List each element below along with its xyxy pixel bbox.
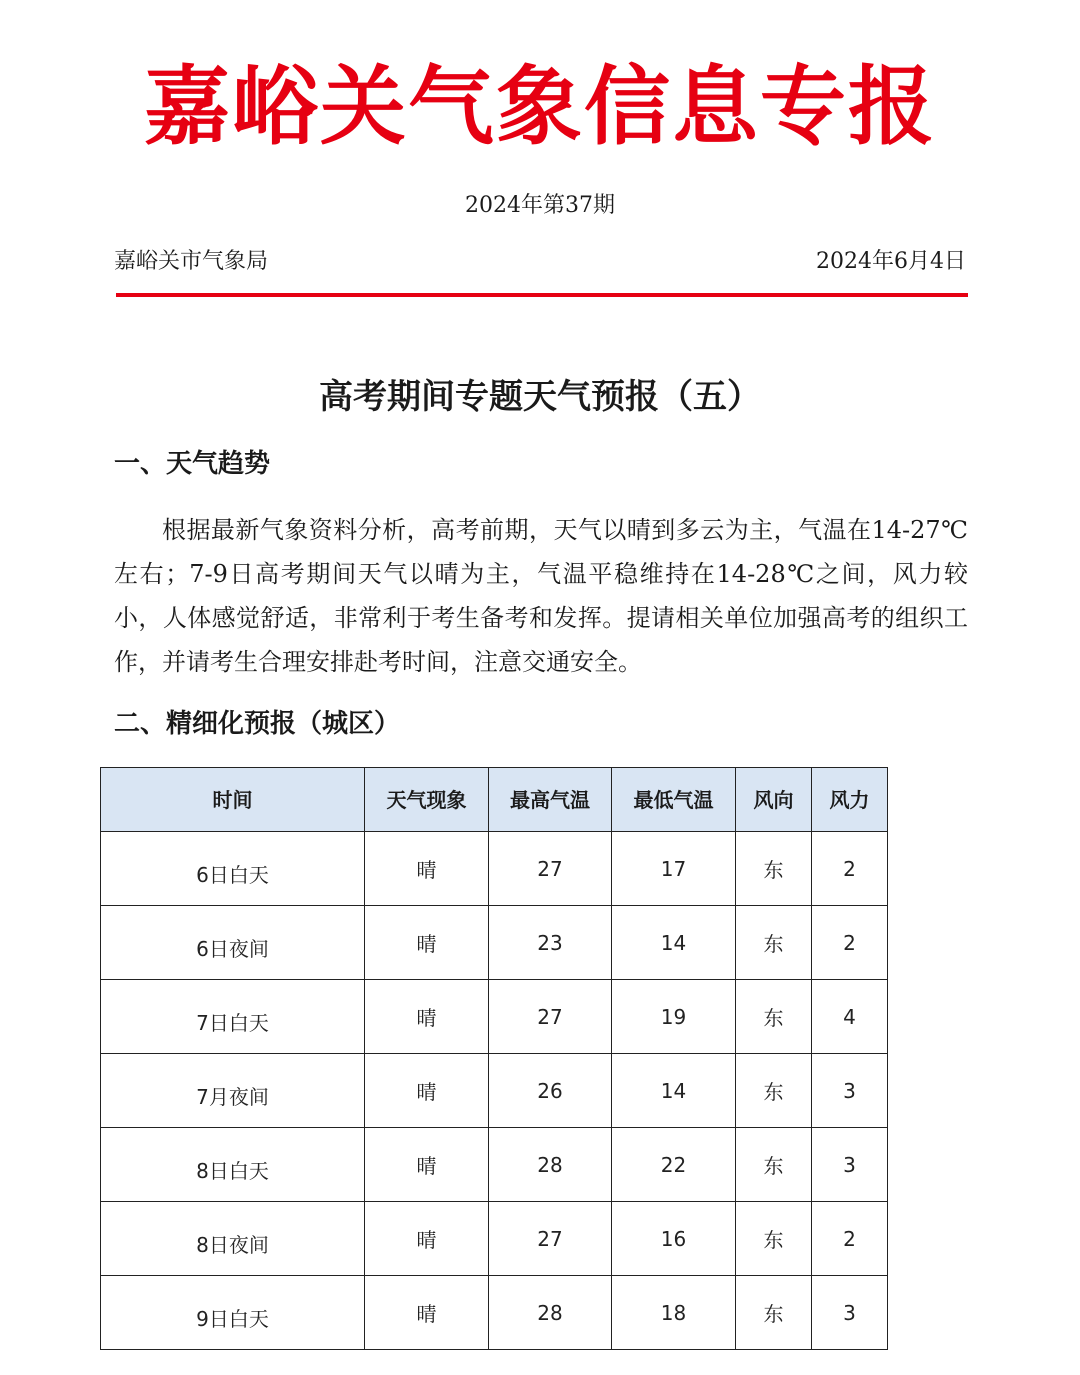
table-row [101,1276,888,1350]
issuer: 嘉峪关市气象局 [114,249,269,274]
column-header-high-temp: 最高气温 [489,768,612,832]
cell-high-temp: 28 [489,1128,612,1202]
forecast-table [100,767,888,1350]
cell-time: 9日白天 [101,1276,365,1350]
issue-date: 2024年6月4日 [816,249,966,274]
cell-wind-direction: 东 [736,1054,812,1128]
cell-wind-force: 3 [812,1276,888,1350]
cell-low-temp: 22 [612,1128,736,1202]
cell-low-temp: 18 [612,1276,736,1350]
table-row [101,1054,888,1128]
cell-wind-direction: 东 [736,980,812,1054]
cell-weather: 晴 [365,1276,489,1350]
column-header-wind-force: 风力 [812,768,888,832]
cell-low-temp: 14 [612,906,736,980]
cell-wind-direction: 东 [736,1276,812,1350]
cell-high-temp: 27 [489,832,612,906]
document-title: 高考期间专题天气预报（五） [319,377,761,417]
cell-wind-force: 2 [812,832,888,906]
cell-weather: 晴 [365,1128,489,1202]
cell-wind-force: 3 [812,1128,888,1202]
cell-time: 7日白天 [101,980,365,1054]
cell-high-temp: 27 [489,980,612,1054]
table-row [101,906,888,980]
cell-time: 8日白天 [101,1128,365,1202]
section-heading-weather-trend: 一、天气趋势 [114,449,271,479]
column-header-low-temp: 最低气温 [612,768,736,832]
issue-number: 2024年第37期 [465,193,615,218]
cell-wind-force: 2 [812,906,888,980]
cell-low-temp: 17 [612,832,736,906]
column-header-wind-direction: 风向 [736,768,812,832]
section-heading-detailed-forecast: 二、精细化预报（城区） [114,709,401,739]
cell-weather: 晴 [365,1054,489,1128]
table-row [101,1202,888,1276]
cell-high-temp: 27 [489,1202,612,1276]
column-header-weather: 天气现象 [365,768,489,832]
cell-wind-direction: 东 [736,1202,812,1276]
cell-wind-force: 2 [812,1202,888,1276]
cell-time: 6日白天 [101,832,365,906]
cell-high-temp: 28 [489,1276,612,1350]
table-row [101,832,888,906]
cell-wind-direction: 东 [736,1128,812,1202]
masthead-title: 嘉峪关气象信息专报 [144,57,936,157]
cell-wind-direction: 东 [736,906,812,980]
cell-wind-direction: 东 [736,832,812,906]
cell-time: 6日夜间 [101,906,365,980]
cell-time: 7月夜间 [101,1054,365,1128]
cell-wind-force: 3 [812,1054,888,1128]
cell-weather: 晴 [365,980,489,1054]
cell-time: 8日夜间 [101,1202,365,1276]
table-row [101,980,888,1054]
cell-weather: 晴 [365,1202,489,1276]
cell-low-temp: 19 [612,980,736,1054]
weather-trend-paragraph: 根据最新气象资料分析，高考前期，天气以晴到多云为主，气温在14-27℃左右；7-9日高考期间天气以晴为主，气温平稳维持在14-28℃之间，风力较小，人体感觉舒适，非常利于考生备考和发挥。提请相关单位加强高考的组织工作，并请考生合理安排赴考时间，注意交通安全。 [114,516,968,676]
header-divider [116,293,968,297]
cell-low-temp: 14 [612,1054,736,1128]
cell-weather: 晴 [365,832,489,906]
cell-high-temp: 26 [489,1054,612,1128]
cell-wind-force: 4 [812,980,888,1054]
cell-weather: 晴 [365,906,489,980]
cell-high-temp: 23 [489,906,612,980]
table-header-row [101,768,888,832]
table-row [101,1128,888,1202]
column-header-time: 时间 [101,768,365,832]
cell-low-temp: 16 [612,1202,736,1276]
